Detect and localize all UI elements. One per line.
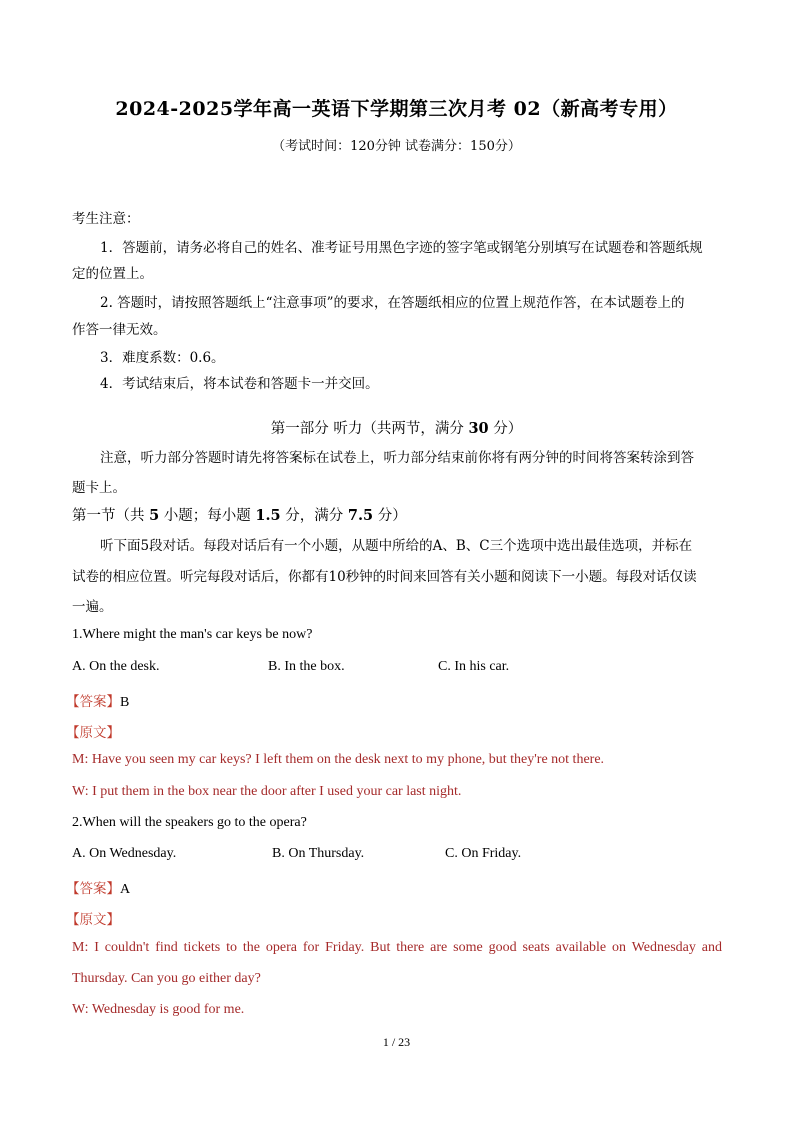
section1-text-g: 分） [373, 508, 407, 524]
question-2-transcript-line-1: M: I couldn't find tickets to the opera for Friday. But there are some good seats available on Wednesday and [72, 940, 722, 955]
notice-item-3: 3．难度系数：0.6。 [100, 350, 225, 366]
question-2-option-c: C. On Friday. [445, 846, 522, 861]
section1-instruction-line-2: 试卷的相应位置。听完每段对话后，你都有10秒钟的时间来回答有关小题和阅读下一小题。每段对话仅读 [72, 569, 697, 585]
page-title: 2024-2025学年高一英语下学期第三次月考 02（新高考专用） [115, 98, 678, 120]
section1-text-a: 第一节（共 [72, 508, 150, 524]
notice-item-1-line-1: 1．答题前，请务必将自己的姓名、准考证号用黑色字迹的签字笔或钢笔分别填写在试题卷和答题纸规 [100, 240, 703, 256]
question-1-option-c: C. In his car. [438, 659, 510, 674]
section1-text-e: 分，满分 [280, 508, 348, 524]
notice-item-2-line-1: 2. 答题时，请按照答题纸上“注意事项”的要求，在答题纸相应的位置上规范作答，在本试题卷上的 [100, 295, 685, 311]
question-1-option-a: A. On the desk. [72, 659, 160, 674]
part1-heading-text-a: 第一部分 听力（共两节，满分 [270, 421, 469, 437]
question-2-option-b: B. On Thursday. [272, 846, 365, 861]
answer-label: 【答案】 [66, 694, 120, 710]
question-2-transcript-label: 【原文】 [66, 912, 120, 928]
question-1-option-b: B. In the box. [268, 659, 345, 674]
question-1-transcript-line-1: M: Have you seen my car keys? I left them on the desk next to my phone, but they're not there. [72, 752, 605, 767]
answer-label: 【答案】 [66, 881, 120, 897]
question-1-transcript-line-2: W: I put them in the box near the door after I used your car last night. [72, 784, 462, 799]
section1-count: 5 [149, 507, 160, 524]
answer-value: B [120, 695, 130, 710]
question-2-transcript-line-2: Thursday. Can you go either day? [72, 971, 261, 986]
question-1-answer [66, 690, 129, 711]
page-subtitle: （考试时间：120分钟 试卷满分：150分） [272, 139, 521, 154]
question-2-transcript-line-3: W: Wednesday is good for me. [72, 1002, 245, 1017]
section1-total-score: 7.5 [347, 507, 374, 524]
question-1-transcript-label: 【原文】 [66, 725, 120, 741]
section1-heading [72, 504, 407, 525]
notice-heading: 考生注意： [72, 211, 140, 227]
answer-value: A [120, 882, 131, 897]
part1-heading-score: 30 [468, 420, 489, 437]
notice-item-1-line-2: 定的位置上。 [72, 266, 153, 282]
part1-note-line-1: 注意，听力部分答题时请先将答案标在试卷上，听力部分结束前你将有两分钟的时间将答案转涂到答 [100, 450, 694, 466]
part1-heading [0, 417, 793, 438]
notice-item-2-line-2: 作答一律无效。 [72, 322, 167, 338]
part1-note-line-2: 题卡上。 [72, 480, 126, 496]
question-2-answer [66, 877, 130, 898]
section1-instruction-line-1: 听下面5段对话。每段对话后有一个小题，从题中所给的A、B、C三个选项中选出最佳选项，并标在 [100, 538, 693, 554]
section1-per-score: 1.5 [255, 507, 281, 524]
page-number: 1 / 23 [382, 1035, 411, 1049]
section1-instruction-line-3: 一遍。 [72, 599, 113, 615]
section1-text-c: 小题；每小题 [159, 508, 256, 524]
question-2-option-a: A. On Wednesday. [72, 846, 177, 861]
question-1-stem: 1.Where might the man's car keys be now? [72, 627, 313, 642]
question-2-stem: 2.When will the speakers go to the opera? [72, 815, 307, 830]
part1-heading-text-c: 分） [488, 421, 523, 437]
notice-item-4: 4．考试结束后，将本试卷和答题卡一并交回。 [100, 376, 379, 392]
